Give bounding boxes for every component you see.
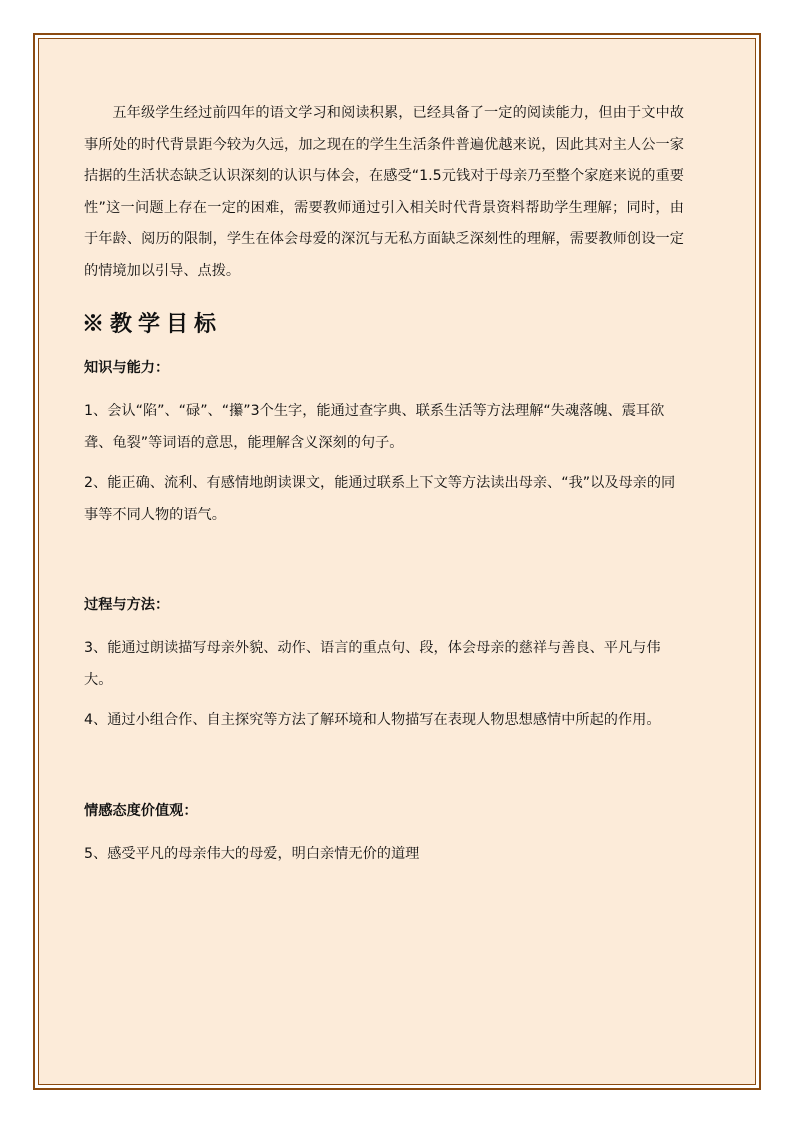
- goal-item-1: 1、会认“陷”、“碌”、“攥”3个生字，能通过查字典、联系生活等方法理解“失魂落魄、震耳欲聋、龟裂”等词语的意思，能理解含义深刻的句子。: [84, 403, 665, 451]
- goal-item-5: 5、感受平凡的母亲伟大的母爱，明白亲情无价的道理: [84, 845, 420, 862]
- heading-knowledge-ability: 知识与能力：: [84, 360, 170, 376]
- intro-paragraph: 五年级学生经过前四年的语文学习和阅读积累，已经具备了一定的阅读能力，但由于文中故事所处的时代背景距今较为久远，加之现在的学生生活条件普遍优越来说，因此其对主人公一家拮据的生活状态缺乏认识深刻的认识与体会，在感受“1.5元钱对于母亲乃至整个家庭来说的重要性”这一问题上存在一定的困难，需要教师通过引入相关时代背景资料帮助学生理解；同时，由于年龄、阅历的限制，学生在体会母爱的深沉与无私方面缺乏深刻性的理解，需要教师创设一定的情境加以引导、点拨。: [84, 105, 684, 279]
- goal-item-4: 4、通过小组合作、自主探究等方法了解环境和人物描写在表现人物思想感情中所起的作用。: [84, 712, 661, 728]
- heading-process-method: 过程与方法：: [84, 597, 170, 613]
- section-title-teaching-goals: ※教学目标: [82, 311, 223, 337]
- goal-item-3: 3、能通过朗读描写母亲外貌、动作、语言的重点句、段，体会母亲的慈祥与善良、平凡与伟大。: [84, 640, 661, 688]
- goal-item-2: 2、能正确、流利、有感情地朗读课文，能通过联系上下文等方法读出母亲、“我”以及母亲的同事等不同人物的语气。: [84, 475, 676, 523]
- document-body: [84, 98, 684, 870]
- heading-emotion-values: 情感态度价值观：: [84, 802, 198, 819]
